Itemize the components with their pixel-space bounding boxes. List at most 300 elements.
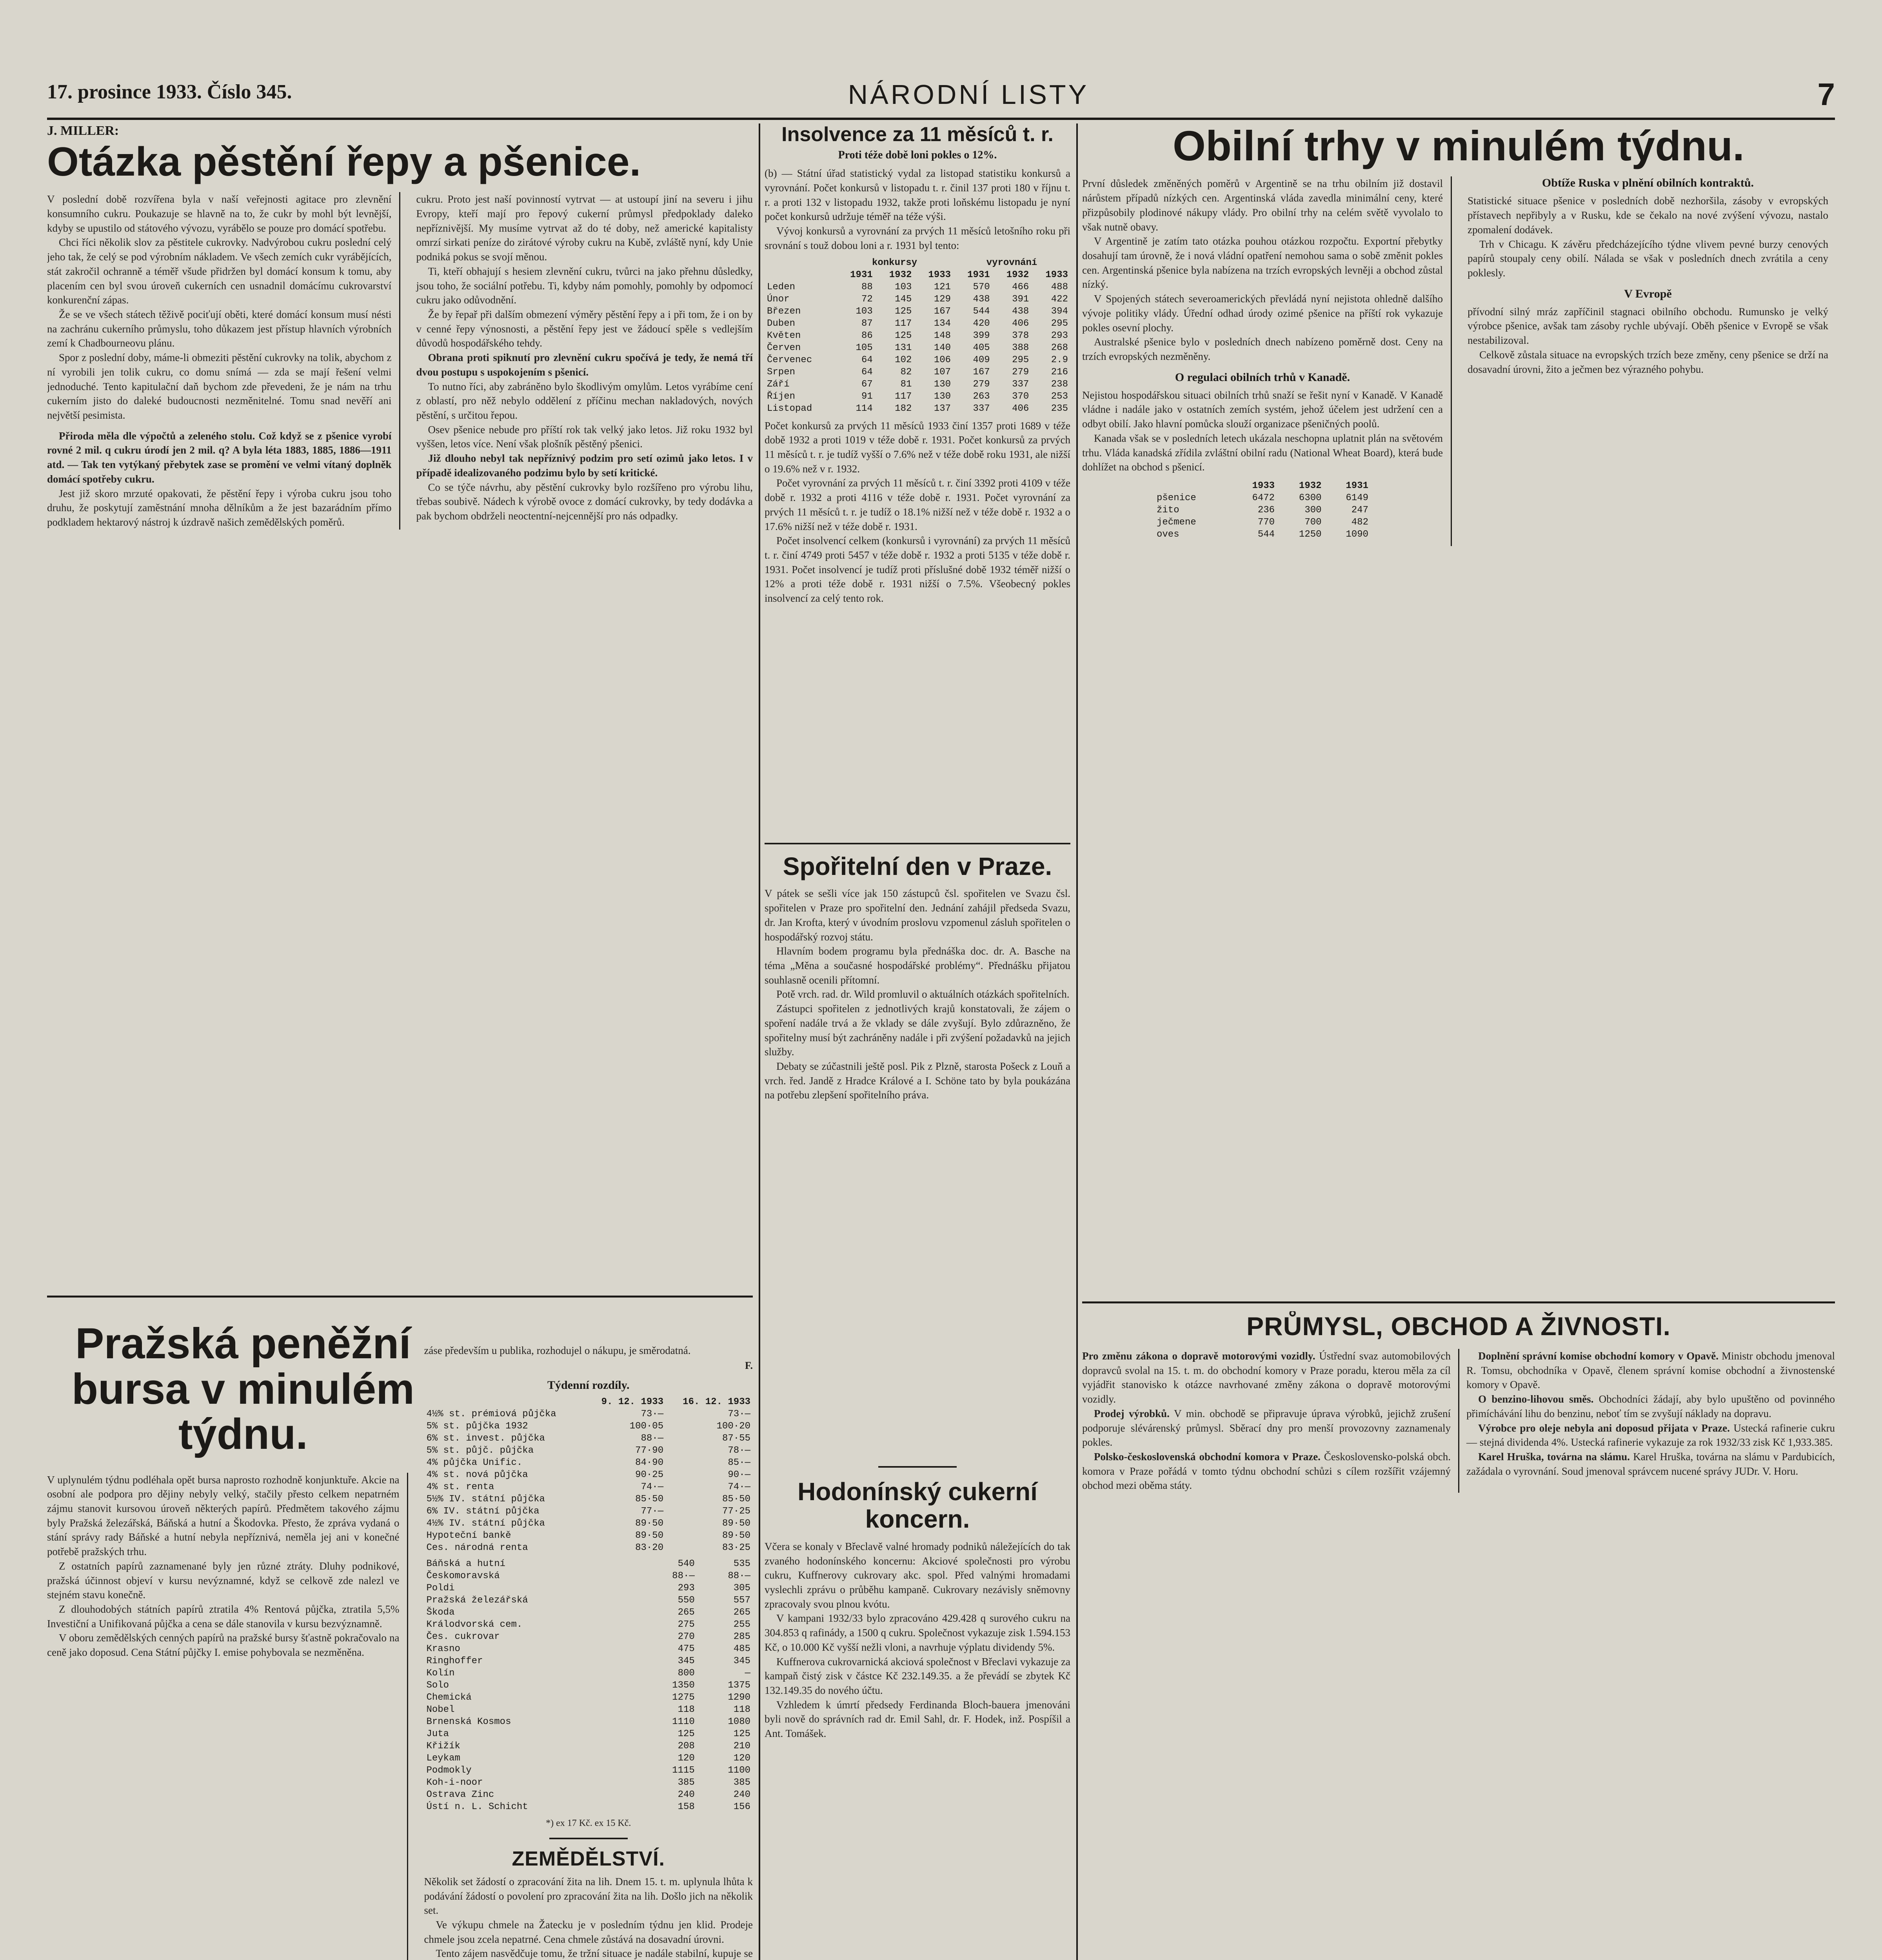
bourse-table bbox=[424, 1396, 753, 1554]
paragraph: Včera se konaly v Břeclavě valné hromady podniků náležejících do tak zvaného hodonínského koncernu: Akciové společnosti pro výrobu cukru, Kuffnerovy cukrovary akc. spol. Před valnými hromadami vyslechli zprávu o průběhu kampaně. Cukrovary nezávisly sněmovny zpracovaly svou plnou kvótu. bbox=[765, 1540, 1070, 1610]
table-cell: 4½% st. prémiová půjčka bbox=[426, 1409, 556, 1420]
table-row bbox=[424, 1542, 753, 1554]
table-cell: 378 bbox=[1012, 330, 1029, 341]
table-cell: 140 bbox=[934, 342, 951, 353]
paragraph: Co se týče návrhu, aby pěstění cukrovky bylo rozšířeno pro výrobu lihu, třebas soubivě. Nádech k výrobě ovoce z domácí cukrovky, by tedy dodávka a pak bychom obdrželi neoctentní-nejcennější pro nás odpadky. bbox=[416, 481, 753, 522]
table-cell: Českomoravská bbox=[426, 1571, 500, 1582]
table-cell: 240 bbox=[678, 1789, 695, 1800]
table-cell: 167 bbox=[973, 367, 990, 377]
paragraph: Ustecká rafinerie cukru — stejná dividenda 4%. Ustecká rafinerie vykazuje za rok 1932/33 zisk Kč 1,933.385. bbox=[1466, 1422, 1835, 1448]
table-row bbox=[424, 1582, 753, 1594]
table-cell: 137 bbox=[934, 403, 951, 414]
table-row bbox=[424, 1457, 753, 1469]
table-cell: 1080 bbox=[728, 1717, 750, 1728]
article-title: Pražská peněžní bursa v minulém týdnu. bbox=[71, 1319, 415, 1458]
table-row bbox=[424, 1469, 753, 1481]
table-cell: Duben bbox=[767, 318, 796, 329]
paragraph: Ve výkupu chmele na Žatecku je v posledním týdnu jen klid. Prodeje chmele jsou zcela nepatrné. Cena chmele zůstává na dosavadní úrovni. bbox=[424, 1919, 753, 1945]
table-cell: 118 bbox=[678, 1704, 695, 1715]
table-row bbox=[424, 1594, 753, 1606]
table-header: 1931 bbox=[1346, 481, 1368, 492]
table-cell: 388 bbox=[1012, 342, 1029, 353]
table-cell: 130 bbox=[934, 391, 951, 402]
table-cell: 1275 bbox=[672, 1692, 695, 1703]
table-cell: 345 bbox=[678, 1656, 695, 1667]
table-cell: 5½% IV. státní půjčka bbox=[426, 1494, 545, 1505]
table-row bbox=[424, 1432, 753, 1445]
table-row bbox=[424, 1655, 753, 1667]
paragraph: V pátek se sešli více jak 150 zástupců čsl. spořitelen ve Svazu čsl. spořitelen v Praze pro spořitelní den. Jednání zahájil předseda Svazu, dr. Jan Krofta, který v úvodním proslovu vzpomenul zásluh spořitelen o hospodářský rozvoj státu. bbox=[765, 887, 1070, 943]
table-cell: 85·— bbox=[728, 1457, 750, 1468]
table-header: 9. 12. 1933 bbox=[601, 1397, 664, 1408]
section-rule bbox=[1082, 1301, 1835, 1303]
table-cell: Červen bbox=[767, 342, 801, 353]
table-cell: 103 bbox=[856, 306, 873, 317]
table-cell: 409 bbox=[973, 354, 990, 365]
article-insolvency bbox=[765, 123, 1070, 829]
table-cell: 570 bbox=[973, 281, 990, 292]
lead-in: Výrobce pro oleje nebyla ani doposud přijata v Praze. bbox=[1478, 1422, 1730, 1434]
table-cell: Báňská a hutní bbox=[426, 1559, 506, 1570]
table-cell: 102 bbox=[895, 354, 912, 365]
lead-in: Polsko-československá obchodní komora v Praze. bbox=[1094, 1451, 1321, 1463]
page-header bbox=[47, 77, 1835, 112]
highlight-paragraph: Přiroda měla dle výpočtů a zeleného stolu. Což když se z pšenice vyrobí rovné 2 mil. q cukru úrodí jen 2 mil. q? A byla léta 1883, 1885, 1886—1911 atd. — Tak ten vytýkaný přebytek zase se promění ve velmi vítaný doplněk domácí spotřeby cukru. bbox=[47, 430, 392, 485]
table-cell: 67 bbox=[861, 379, 873, 390]
table-cell: 72 bbox=[861, 294, 873, 305]
page-number: 7 bbox=[1817, 77, 1835, 112]
table-cell: 216 bbox=[1051, 367, 1068, 377]
table-cell: Leden bbox=[767, 281, 796, 292]
table-row bbox=[424, 1493, 753, 1505]
table-cell: 438 bbox=[1012, 306, 1029, 317]
table-cell: 279 bbox=[1012, 367, 1029, 377]
table-row bbox=[424, 1801, 753, 1813]
table-row bbox=[424, 1619, 753, 1631]
table-cell: 83·25 bbox=[722, 1543, 750, 1553]
article-savings bbox=[765, 853, 1070, 1460]
table-row bbox=[424, 1643, 753, 1655]
table-cell: 293 bbox=[1051, 330, 1068, 341]
table-cell: Škoda bbox=[426, 1607, 455, 1618]
table-cell: 305 bbox=[733, 1583, 750, 1594]
table-cell: pšenice bbox=[1157, 493, 1196, 504]
table-cell: 482 bbox=[1351, 517, 1368, 528]
paragraph: Československo-polská obch. komora v Praze pořádá v tomto týdnu obchodní schůzi s cílem rozšířit vzájemný obchod mezi oběma státy. bbox=[1082, 1451, 1451, 1492]
table-cell: 544 bbox=[973, 306, 990, 317]
table-cell: 120 bbox=[733, 1753, 750, 1764]
table-header bbox=[424, 1396, 585, 1408]
table-cell: 394 bbox=[1051, 306, 1068, 317]
table-cell: Juta bbox=[426, 1729, 449, 1740]
group-header: konkursy bbox=[872, 257, 917, 268]
section-title: ZEMĚDĚLSTVÍ. bbox=[512, 1847, 665, 1870]
table-cell: 74·— bbox=[728, 1482, 750, 1493]
table-cell: 103 bbox=[895, 281, 912, 292]
paragraph: Celkově zůstala situace na evropských trzích beze změny, ceny pšenice se drží na dosavadní úrovni, žito a ječmen bez výrazného pohybu. bbox=[1468, 348, 1828, 375]
table-cell: 91 bbox=[861, 391, 873, 402]
table-row bbox=[424, 1704, 753, 1716]
article-author: J. MILLER: bbox=[47, 123, 119, 138]
paragraph: Debaty se zúčastnili ještě posl. Pik z Plzně, starosta Pošeck z Louň a vrch. řed. Jandě z Hradce Králové a I. Schöne tato by byla poukázána na potřebu zlepšení spořitelního práva. bbox=[765, 1060, 1070, 1101]
table-cell: 83·20 bbox=[635, 1543, 664, 1553]
grain-table bbox=[1154, 480, 1371, 541]
table-row bbox=[424, 1530, 753, 1542]
table-cell: Listopad bbox=[767, 403, 812, 414]
table-row bbox=[424, 1752, 753, 1764]
article-title: Otázka pěstění řepy a pšenice. bbox=[47, 139, 641, 185]
article-title: Insolvence za 11 měsíců t. r. bbox=[781, 123, 1054, 146]
table-cell: 2.9 bbox=[1051, 354, 1068, 365]
table-cell: Nobel bbox=[426, 1704, 455, 1715]
table-cell: 125 bbox=[895, 330, 912, 341]
table-cell: 770 bbox=[1257, 517, 1275, 528]
paragraph: Ti, kteří obhajují s hesiem zlevnění cukru, tvůrci na jako přehnu důsledky, jsou toho, že sociální potřebu. Ti, kdyby nám pomohly, pomohly by odpomocí cukru jako odůvodnění. bbox=[416, 265, 753, 306]
paragraph: Kuffnerova cukrovarnická akciová společnost v Břeclavi vykazuje za kampaň čistý zisk v částce Kč 232.149.35. a že převádí se zbytek Kč 132.149.35 do nového účtu. bbox=[765, 1655, 1070, 1696]
paragraph: Vzhledem k úmrtí předsedy Ferdinanda Bloch-bauera jmenováni byli nově do správních rad dr. Emil Sahl, dr. F. Hodek, inž. Pospíšil a Ant. Tomášek. bbox=[765, 1699, 1070, 1740]
table-row bbox=[765, 403, 1070, 415]
table-cell: Ces. národná renta bbox=[426, 1543, 528, 1553]
table-cell: 422 bbox=[1051, 294, 1068, 305]
table-row bbox=[1154, 528, 1371, 541]
table-cell: 120 bbox=[678, 1753, 695, 1764]
divider bbox=[549, 1838, 628, 1839]
table-cell: 300 bbox=[1304, 505, 1322, 516]
table-row bbox=[765, 293, 1070, 305]
table-row bbox=[424, 1445, 753, 1457]
table-cell: 270 bbox=[678, 1632, 695, 1642]
table-cell: 105 bbox=[856, 342, 873, 353]
table-cell: 85·50 bbox=[722, 1494, 750, 1505]
table-cell: 265 bbox=[733, 1607, 750, 1618]
table-row bbox=[424, 1667, 753, 1679]
table-cell: 84·90 bbox=[635, 1457, 664, 1468]
article-subtitle: Proti téže době loni pokles o 12%. bbox=[838, 149, 997, 162]
table-cell: 64 bbox=[861, 367, 873, 377]
paragraph: Osev pšenice nebude pro příští rok tak velký jako letos. Již roku 1932 byl vyššen, letos více. Není však plošník pěstěný pšenici. bbox=[416, 423, 753, 450]
table-cell: Krasno bbox=[426, 1644, 460, 1655]
paragraph: Z ostatních papírů zaznamenané byly jen různé ztráty. Dluhy podnikové, pražská účinnost objeví v kursu nevýznamné, když se celkově zde nalezl ve stejném stavu konečně. bbox=[47, 1560, 400, 1601]
paragraph: Vývoj konkursů a vyrovnání za prvých 11 měsíců letošního roku při srovnání s touž dobou loni a r. 1931 byl tento: bbox=[765, 225, 1070, 251]
table-cell: 1250 bbox=[1299, 529, 1322, 540]
table-row bbox=[1154, 516, 1371, 528]
table-header bbox=[1154, 480, 1230, 492]
paragraph: Obrana proti spiknutí pro zlevnění cukru spočívá je tedy, že nemá tří dvou postupu s uspokojením s pšenicí. bbox=[416, 352, 753, 378]
table-cell: 370 bbox=[1012, 391, 1029, 402]
table-cell: 279 bbox=[973, 379, 990, 390]
table-row bbox=[424, 1691, 753, 1704]
table-cell: 81 bbox=[900, 379, 912, 390]
table-cell: Březen bbox=[767, 306, 801, 317]
paragraph: Počet vyrovnání za prvých 11 měsíců t. r. činí 3392 proti 4109 v téže době r. 1932 a proti 4116 v téže době r. 1931. Počet vyrovnání za prvých 11 měsíců t. r. je tudíž o 18.1% nižší než v téže době r. 1932 a o 17.6% nižší než v téže době r. 1931. bbox=[765, 477, 1070, 532]
table-cell: 167 bbox=[934, 306, 951, 317]
group-header: vyrovnání bbox=[986, 257, 1037, 268]
table-cell: Čes. cukrovar bbox=[426, 1632, 500, 1642]
table-cell: 438 bbox=[973, 294, 990, 305]
table-cell: 208 bbox=[678, 1741, 695, 1752]
section-rule bbox=[47, 1296, 753, 1298]
table-cell: 73·— bbox=[641, 1409, 664, 1420]
paragraph: (b) — Státní úřad statistický vydal za listopad statistiku konkursů a vyrovnání. Počet konkursů v listopadu t. r. činil 137 proti 180 v říjnu t. r. a proti 132 v listopadu 1932, takže proti loňskému listopadu je nyní počet konkursů udržuje téměř na téže výši. bbox=[765, 167, 1070, 223]
paragraph: Ministr obchodu jmenoval R. Tomsu, obchodníka v Opavě, členem správní komise obchodní a živnostenské komory v Opavě. bbox=[1466, 1350, 1835, 1391]
table-cell: 800 bbox=[678, 1668, 695, 1679]
table-cell: Solo bbox=[426, 1680, 449, 1691]
table-cell: Podmokly bbox=[426, 1765, 472, 1776]
bourse-table-shares bbox=[424, 1558, 753, 1813]
signature: F. bbox=[745, 1360, 753, 1372]
table-cell: 1290 bbox=[728, 1692, 750, 1703]
table-row bbox=[424, 1740, 753, 1752]
table-row bbox=[424, 1570, 753, 1582]
table-cell: 4% půjčka Unific. bbox=[426, 1457, 523, 1468]
paragraph: Počet insolvencí celkem (konkursů i vyrovnání) za prvých 11 měsíců t. r. činí 4749 proti 5457 v téže době r. 1932 a proti 5135 v téže době r. 1931. Počet insolvencí je tudíž proti příslušné době 1932 téměř nižší o 12% a proti téže době r. 1931 nižší o 7.5%. Všeobecný pokles insolvencí za celý tento rok. bbox=[765, 535, 1070, 604]
table-cell: 90·— bbox=[728, 1470, 750, 1481]
lead-in: O benzino-lihovou směs. bbox=[1478, 1393, 1594, 1405]
table-cell: 265 bbox=[678, 1607, 695, 1618]
table-cell: 235 bbox=[1051, 403, 1068, 414]
table-cell: 485 bbox=[733, 1644, 750, 1655]
table-cell: 557 bbox=[733, 1595, 750, 1606]
table-row bbox=[765, 330, 1070, 342]
table-header: 16. 12. 1933 bbox=[683, 1397, 750, 1408]
table-cell: 131 bbox=[895, 342, 912, 353]
table-cell: 77·90 bbox=[635, 1445, 664, 1456]
table-cell: 275 bbox=[678, 1619, 695, 1630]
table-row bbox=[424, 1606, 753, 1619]
table-cell: 405 bbox=[973, 342, 990, 353]
table-cell: Únor bbox=[767, 294, 790, 305]
table-cell: 87·55 bbox=[722, 1433, 750, 1444]
table-cell: 263 bbox=[973, 391, 990, 402]
section-title: PRŮMYSL, OBCHOD A ŽIVNOSTI. bbox=[1246, 1312, 1671, 1341]
lead-in: Doplnění správní komise obchodní komory v Opavě. bbox=[1478, 1350, 1719, 1362]
table-cell: 4% st. renta bbox=[426, 1482, 494, 1493]
table-cell: 182 bbox=[895, 403, 912, 414]
subheading: O regulaci obilních trhů v Kanadě. bbox=[1175, 370, 1350, 384]
table-cell: 406 bbox=[1012, 318, 1029, 329]
table-cell: 88·— bbox=[728, 1571, 750, 1582]
table-cell: Brnenská Kosmos bbox=[426, 1717, 511, 1728]
table-row bbox=[424, 1558, 753, 1570]
table-row bbox=[765, 366, 1070, 378]
table-caption: záse především u publika, rozhodujel o nákupu, je směrodatná. bbox=[424, 1344, 691, 1356]
paragraph: Nejistou hospodářskou situaci obilních trhů snaží se řešit nyní v Kanadě. V Kanadě vládne i nadále jako v ostatních zemích systém, jehož účelem jest udržení cen a odbyt obilí. Jako hlavní pomůcka slouží organizace pšeničných poolů. bbox=[1082, 389, 1443, 430]
table-row bbox=[424, 1408, 753, 1420]
table-cell: Ostrava Zinc bbox=[426, 1789, 494, 1800]
table-cell: 253 bbox=[1051, 391, 1068, 402]
table-cell: 90·25 bbox=[635, 1470, 664, 1481]
table-cell: 117 bbox=[895, 391, 912, 402]
table-cell: 6149 bbox=[1346, 493, 1368, 504]
table-cell: 88 bbox=[861, 281, 873, 292]
table-cell: 114 bbox=[856, 403, 873, 414]
table-cell: ječmene bbox=[1157, 517, 1196, 528]
table-header bbox=[765, 269, 836, 281]
table-cell: Září bbox=[767, 379, 790, 390]
table-header: 1933 bbox=[1045, 269, 1068, 280]
table-cell: 125 bbox=[895, 306, 912, 317]
table-cell: 125 bbox=[678, 1729, 695, 1740]
table-cell: 134 bbox=[934, 318, 951, 329]
article-title: Hodonínský cukerní koncern. bbox=[797, 1478, 1037, 1534]
table-row bbox=[1154, 492, 1371, 504]
column-rule bbox=[759, 123, 760, 1960]
table-cell: 145 bbox=[895, 294, 912, 305]
paragraph: V poslední době rozvířena byla v naší veřejnosti agitace pro zlevnění konsumního cukru. Poukazuje se hlavně na to, že cukr by mohl být levnější, kdyby se upustilo od státového vývozu, vyrábělo se pouze pro domácí spotřebu. bbox=[47, 193, 392, 234]
table-header: 1932 bbox=[1299, 481, 1322, 492]
table-cell: 466 bbox=[1012, 281, 1029, 292]
table-cell: 89·50 bbox=[722, 1518, 750, 1529]
table-cell: 118 bbox=[733, 1704, 750, 1715]
table-row bbox=[424, 1631, 753, 1643]
paragraph: Potě vrch. rad. dr. Wild promluvil o aktuálních otázkách spořitelních. bbox=[776, 988, 1070, 1000]
table-cell: 385 bbox=[678, 1777, 695, 1788]
table-cell: Červenec bbox=[767, 354, 812, 365]
insolvency-table bbox=[765, 257, 1070, 415]
table-cell: 1100 bbox=[728, 1765, 750, 1776]
newspaper-title: NÁRODNÍ LISTY bbox=[848, 79, 1089, 110]
table-cell: 1350 bbox=[672, 1680, 695, 1691]
table-cell: Koh-i-noor bbox=[426, 1777, 483, 1788]
table-cell: 535 bbox=[733, 1559, 750, 1570]
paragraph: Tento zájem nasvědčuje tomu, že tržní situace je nadále stabilní, kupuje se bbox=[436, 1947, 753, 1960]
table-cell: Pražská železářská bbox=[426, 1595, 528, 1606]
table-cell: 86 bbox=[861, 330, 873, 341]
paragraph: Hlavním bodem programu byla přednáška doc. dr. A. Basche na téma „Měna a současné hospodářské problémy“. Přednášku přijatou souhlasně ocenili přítomní. bbox=[765, 945, 1070, 986]
table-cell: 89·50 bbox=[635, 1518, 664, 1529]
table-cell: 345 bbox=[733, 1656, 750, 1667]
table-cell: 238 bbox=[1051, 379, 1068, 390]
table-cell: 420 bbox=[973, 318, 990, 329]
table-row bbox=[424, 1728, 753, 1740]
article-grain bbox=[1082, 123, 1835, 1299]
table-cell: 295 bbox=[1051, 318, 1068, 329]
table-cell: 337 bbox=[1012, 379, 1029, 390]
paragraph: V Spojených státech severoamerických převládá nyní nejistota ohledně dalšího vývoje politiky vlády. Úřední odhad úrody ozimé pšenice na příští rok vykazuje pokles osevní plochy. bbox=[1082, 293, 1443, 334]
table-cell: 100·05 bbox=[629, 1421, 664, 1432]
divider bbox=[878, 1466, 957, 1468]
table-cell: 129 bbox=[934, 294, 951, 305]
table-cell: 148 bbox=[934, 330, 951, 341]
table-cell: 255 bbox=[733, 1619, 750, 1630]
table-cell: 236 bbox=[1257, 505, 1275, 516]
table-row bbox=[424, 1679, 753, 1691]
paragraph: V Argentině je zatím tato otázka pouhou otázkou rozpočtu. Exportní přebytky dosahují tam úrovně, že i nová vládní opatření nemohou sama o sobě změnit pokles cen. Argentinská pšenice byla nabízena na trzích evropských levněji a obchod zůstal nízký. bbox=[1082, 235, 1443, 290]
paragraph: Spor z poslední doby, máme-li obmeziti pěstění cukrovky na tolik, abychom z ní vyrobili jen tolik cukru, co domu snímá — zda se mají řešení velmi jednoduché. Tento kapitulační daň bychom zde převedeni, že je nám na trhu cukerním jisto do daleké budoucnosti nezměnitelné. Tomu snad nevěří ani největší pesimista. bbox=[47, 352, 392, 421]
issue-date: 17. prosince 1933. Číslo 345. bbox=[47, 81, 292, 103]
paragraph: Australské pšenice bylo v posledních dnech nabízeno poměrně dost. Ceny na trzích evropských nezměněny. bbox=[1082, 336, 1443, 363]
table-cell: 540 bbox=[678, 1559, 695, 1570]
subheading: V Evropě bbox=[1624, 287, 1672, 300]
table-cell: 74·— bbox=[641, 1482, 664, 1493]
article-title: Obilní trhy v minulém týdnu. bbox=[1172, 123, 1745, 169]
table-row bbox=[765, 342, 1070, 354]
table-cell: 1375 bbox=[728, 1680, 750, 1691]
table-cell: 544 bbox=[1257, 529, 1275, 540]
table-row bbox=[424, 1789, 753, 1801]
table-cell: 77·— bbox=[641, 1506, 664, 1517]
table-row bbox=[765, 354, 1070, 366]
article-bourse bbox=[47, 1305, 753, 1960]
table-cell: 337 bbox=[973, 403, 990, 414]
table-row bbox=[765, 305, 1070, 318]
table-cell: 475 bbox=[678, 1644, 695, 1655]
table-title: Týdenní rozdíly. bbox=[547, 1379, 630, 1392]
table-cell: 106 bbox=[934, 354, 951, 365]
paragraph: Statistické situace pšenice v posledních době nezhoršila, zásoby v evropských přístavech nepřibyly a v Rusku, kde se čekalo na nové zvýšení vývozu, nastalo zpomalení dodávek. bbox=[1468, 195, 1828, 236]
table-cell: 5% st. půjč. půjčka bbox=[426, 1445, 534, 1456]
paragraph: První důsledek změněných poměrů v Argentině se na trhu obilním již dostavil nárůstem případů nízkých cen. Argentinská vláda zavedla minimální ceny, které přizpůsobily plodinové nákupy vlády. Pro obilní trhy na celém světě vyvolalo to však nutně obavy. bbox=[1082, 178, 1443, 233]
paragraph: Několik set žádostí o zpracování žita na lih. Dnem 15. t. m. uplynula lhůta k podávání žádostí o povolení pro zpracování žita na lih. Došlo jich na několik set. bbox=[424, 1875, 753, 1916]
table-cell: Ústí n. L. Schicht bbox=[426, 1802, 528, 1813]
subheading: Obtíže Ruska v plnění obilních kontraktů. bbox=[1542, 176, 1754, 190]
table-row bbox=[765, 378, 1070, 390]
paragraph: Počet konkursů za prvých 11 měsíců 1933 činí 1357 proti 1689 v téže době 1932 a proti 1019 v téže době r. 1931. Počet konkursů za prvých 11 měsíců t. r. je tudíž vyšší o 7.6% než v téže době roku 1931, ale nižší o 19.6% než v r. 1932. bbox=[765, 419, 1070, 475]
paragraph: přívodní silný mráz zapříčinil stagnaci obilního obchodu. Rumunsko je velký výrobce pšenice, avšak tam zásoby rychle ubývají. Oběh pšenice v Evropě se však nestabilizoval. bbox=[1468, 305, 1828, 347]
paragraph: cukru. Proto jest naší povinností vytrvat — at ustoupí jiní na severu i jihu Evropy, kteří mají pro řepový cukerní průmysl předpoklady daleko nepříznivější. My musíme vytrvat až do té doby, než americké kapitalisty omrzí sirkati peníze do zirátové výroby cukru na Kubě, zvláště nyní, kdy Unie podniká pokus se svojí měnou. bbox=[416, 193, 753, 263]
article-sugar-concern bbox=[765, 1478, 1070, 1960]
article-beet bbox=[47, 123, 753, 1292]
table-cell: 117 bbox=[895, 318, 912, 329]
table-header: 1932 bbox=[889, 269, 912, 280]
table-cell: 121 bbox=[934, 281, 951, 292]
paragraph: Karel Hruška, továrna na slámu v Pardubicích, zažádala o vyrovnání. Soud jmenoval správcem nucené správy JUDr. V. Horu. bbox=[1466, 1451, 1835, 1477]
table-row bbox=[424, 1481, 753, 1493]
table-cell: Květen bbox=[767, 330, 801, 341]
paragraph: Že se ve všech státech těživě pociťují oběti, které domácí konsum musí nésti na zachránu cukerního průmyslu, toho důkazem jest přístup hlavních výrobních zemí k Chadbourneovu plánu. bbox=[47, 308, 392, 349]
paragraph: Chci říci několik slov za pěstitele cukrovky. Nadvýrobou cukru poslední celý jeho tak, že celý se pod výrobním nákladem. Ve všech zemích cukr vyrábějících, stát zakročil ochranně a téměř všude přidržen byl domácí konsum k tomu, aby placením cen byl svou úroveň cukerních cen usnadnil domácímu cukrovarství konkurenční zápas. bbox=[47, 236, 392, 306]
paragraph: Trh v Chicagu. K závěru předcházejícího týdne vlivem pevné burzy cenových papírů stoupaly ceny obilí. Nálada se však v posledních dnech zvrátila a ceny poklesly. bbox=[1468, 238, 1828, 279]
table-cell: Srpen bbox=[767, 367, 796, 377]
table-cell: Poldi bbox=[426, 1583, 455, 1594]
table-header: 1933 bbox=[1252, 481, 1275, 492]
table-cell: 88·— bbox=[672, 1571, 695, 1582]
table-header: 1933 bbox=[928, 269, 951, 280]
table-header: 1931 bbox=[967, 269, 990, 280]
table-cell: 1115 bbox=[672, 1765, 695, 1776]
table-cell: 1090 bbox=[1346, 529, 1368, 540]
paragraph: Jest již skoro mrzuté opakovati, že pěstění řepy i výroba cukru jsou toho druhu, že poskytují zaměstnání mnoha dělníkům a že jest bazarádním přímo podkladem hektarový nástroj k úzdravě našich zemědělských poměrů. bbox=[47, 487, 392, 528]
paragraph: Z dlouhodobých státních papírů ztratila 4% Rentová půjčka, ztratila 5,5% Investiční a Unifikovaná půjčka a cena se dále stanovila v kursu bezvýznamně. bbox=[47, 1603, 400, 1630]
table-cell: 130 bbox=[934, 379, 951, 390]
table-cell: 399 bbox=[973, 330, 990, 341]
paragraph: V kampani 1932/33 bylo zpracováno 429.428 q surového cukru na 304.853 q rafinády, a 1500 q cukru. Společnost vykazuje zisk 1.594.153 Kč, o 10.000 Kč vyšší nežli vloni, a navrhuje výplatu dividendy 5%. bbox=[765, 1612, 1070, 1653]
table-row bbox=[765, 318, 1070, 330]
table-cell: 4% st. nová půjčka bbox=[426, 1470, 528, 1481]
paragraph: V uplynulém týdnu podléhala opět bursa naprosto rozhodně konjunktuře. Akcie na osobní ale podpora pro dějiny nebyly velký, stačily přesto celkem nepatrném zájmu stanovit kursovou úroveň některých papírů. Předmětem takového zájmu byly Pražská železářská, Báňská a hutní a Škodovka. Přesto, že zpráva vydaná o stání správy rady Báňské a hutní nebyla nepříznivá, neměla jej ani v konečné potřebě pražských trhu. bbox=[47, 1474, 400, 1558]
table-cell: 406 bbox=[1012, 403, 1029, 414]
table-cell: 82 bbox=[900, 367, 912, 377]
paragraph: To nutno říci, aby zabráněno bylo škodlivým omylům. Letos vyrábíme cení z oblastí, pro něž nebylo oddělení z příčinu mechan nakladových, nových pěstění, s určitou řepou. bbox=[416, 380, 753, 421]
table-cell: Křižík bbox=[426, 1741, 460, 1752]
table-cell: 88·— bbox=[641, 1433, 664, 1444]
table-cell: Ringhoffer bbox=[426, 1656, 483, 1667]
table-cell: 125 bbox=[733, 1729, 750, 1740]
lead-in: Prodej výrobků. bbox=[1094, 1407, 1170, 1419]
table-cell: 391 bbox=[1012, 294, 1029, 305]
table-cell: 77·25 bbox=[722, 1506, 750, 1517]
table-cell: 6472 bbox=[1252, 493, 1275, 504]
table-cell: 73·— bbox=[728, 1409, 750, 1420]
table-cell: 1110 bbox=[672, 1717, 695, 1728]
table-cell: 385 bbox=[733, 1777, 750, 1788]
table-cell: — bbox=[745, 1668, 750, 1679]
article-industry bbox=[1082, 1311, 1835, 1960]
paragraph: Ústřední svaz automobilových dopravců svolal na 15. t. m. do obchodní komory v Praze poradu, kterou měla za cíl vyjádřit stanovisko k otázce navrhované změny zákona o dopravě motorovými vozidly. bbox=[1082, 1350, 1451, 1405]
table-row bbox=[765, 281, 1070, 293]
table-cell: 85·50 bbox=[635, 1494, 664, 1505]
table-cell: Kolín bbox=[426, 1668, 455, 1679]
